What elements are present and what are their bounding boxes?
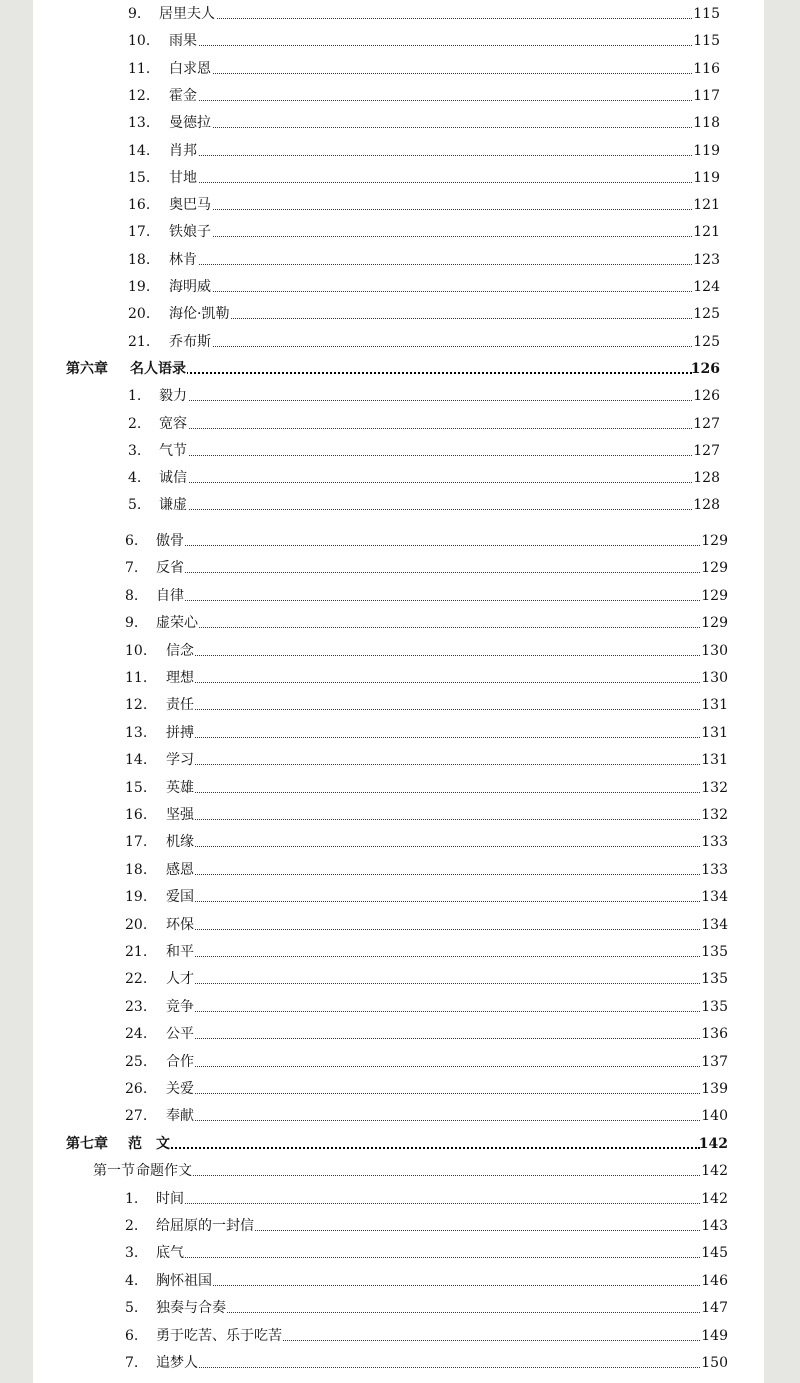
toc-page-number: 131 <box>701 697 728 714</box>
toc-entry-number: 14. <box>128 142 151 159</box>
toc-entry[interactable] <box>33 414 764 434</box>
toc-page-number: 149 <box>701 1327 728 1344</box>
toc-page-number: 129 <box>701 587 728 604</box>
toc-page-number: 124 <box>693 279 720 295</box>
toc-entry-number: 16. <box>125 807 148 823</box>
toc-page-number: 127 <box>693 415 720 432</box>
toc-entry-number: 4. <box>125 1272 139 1289</box>
toc-page-number: 116 <box>693 60 720 77</box>
toc-entry[interactable] <box>33 586 764 606</box>
toc-entry[interactable] <box>33 31 764 51</box>
toc-entry-title: 胸怀祖国 <box>156 1272 212 1289</box>
toc-leader-dots <box>156 1310 700 1313</box>
toc-entry[interactable] <box>33 942 764 962</box>
toc-leader-dots <box>156 1365 700 1368</box>
toc-leader-dots <box>159 398 692 401</box>
toc-leader-dots <box>169 289 692 292</box>
toc-entry[interactable] <box>33 1243 764 1263</box>
toc-entry-number: 第七章 <box>66 1135 108 1152</box>
toc-chapter-entry[interactable] <box>33 359 764 379</box>
toc-entry-number: 15. <box>125 779 148 796</box>
toc-entry[interactable] <box>33 304 764 324</box>
toc-entry[interactable] <box>33 250 764 270</box>
toc-entry-number: 26. <box>125 1081 148 1097</box>
toc-entry-title: 和平 <box>166 944 194 960</box>
toc-leader-dots <box>159 480 692 483</box>
toc-entry[interactable] <box>33 723 764 743</box>
toc-entry-title: 竞争 <box>166 998 194 1015</box>
toc-entry-title: 拼搏 <box>166 724 194 741</box>
toc-page-number: 142 <box>701 1163 728 1180</box>
toc-entry-title: 铁娘子 <box>169 224 211 241</box>
toc-entry[interactable] <box>33 495 764 515</box>
toc-entry-number: 5. <box>125 1300 139 1317</box>
toc-page-number: 142 <box>701 1190 728 1207</box>
toc-entry-number: 13. <box>125 724 148 741</box>
toc-entry[interactable] <box>33 1052 764 1072</box>
toc-entry-title: 霍金 <box>169 87 197 104</box>
toc-page-number: 115 <box>693 6 720 22</box>
toc-entry-title: 信念 <box>166 642 194 659</box>
toc-page-number: 140 <box>701 1108 728 1125</box>
toc-page <box>33 0 764 1383</box>
toc-entry-title: 追梦人 <box>156 1355 198 1371</box>
toc-leader-dots <box>166 735 700 738</box>
toc-leader-dots <box>169 43 692 46</box>
toc-leader-dots <box>166 707 700 710</box>
toc-entry-number: 17. <box>128 224 151 241</box>
toc-leader-dots <box>169 98 692 101</box>
toc-entry-number: 4. <box>128 470 142 487</box>
toc-leader-dots <box>166 981 700 984</box>
toc-entry-title: 肖邦 <box>169 142 197 159</box>
toc-leader-dots <box>166 872 700 875</box>
toc-page-number: 130 <box>701 670 728 686</box>
toc-entry[interactable] <box>33 613 764 633</box>
toc-leader-dots <box>156 598 700 601</box>
toc-entry[interactable] <box>33 695 764 715</box>
toc-entry-title: 底气 <box>156 1245 184 1262</box>
toc-entry-number: 21. <box>128 333 151 350</box>
toc-entry[interactable] <box>33 1271 764 1291</box>
toc-page-number: 117 <box>693 87 720 104</box>
toc-page-number: 121 <box>693 197 720 214</box>
toc-entry[interactable] <box>33 915 764 935</box>
toc-leader-dots <box>166 762 700 765</box>
toc-page-number: 150 <box>701 1355 728 1371</box>
toc-entry-title: 虚荣心 <box>156 615 198 632</box>
toc-page-number: 118 <box>693 115 720 132</box>
toc-page-number: 127 <box>693 442 720 459</box>
toc-leader-dots <box>166 680 700 683</box>
toc-entry[interactable] <box>33 997 764 1017</box>
toc-page-number: 137 <box>701 1053 728 1070</box>
toc-entry[interactable] <box>33 832 764 852</box>
toc-entry[interactable] <box>33 1106 764 1126</box>
toc-entry[interactable] <box>33 860 764 880</box>
toc-page-number: 142 <box>698 1135 728 1152</box>
toc-entry-number: 第一节 <box>93 1163 135 1180</box>
toc-entry-number: 第六章 <box>66 360 108 377</box>
toc-entry-title: 机缘 <box>166 834 194 851</box>
toc-page-number: 123 <box>693 251 720 268</box>
toc-leader-dots <box>166 954 700 957</box>
toc-entry-number: 21. <box>125 944 148 960</box>
toc-leader-dots <box>169 207 692 210</box>
toc-page-number: 133 <box>701 861 728 878</box>
toc-page-number: 134 <box>701 889 728 906</box>
toc-leader-dots <box>166 1118 700 1121</box>
toc-entry[interactable] <box>33 1353 764 1373</box>
toc-entry[interactable] <box>33 668 764 688</box>
toc-page-number: 132 <box>701 807 728 823</box>
toc-leader-dots <box>128 1145 700 1149</box>
toc-page-number: 135 <box>701 971 728 988</box>
toc-entry[interactable] <box>33 558 764 578</box>
toc-page-number: 135 <box>701 998 728 1015</box>
toc-entry[interactable] <box>33 222 764 242</box>
toc-entry-number: 18. <box>125 861 148 878</box>
toc-page-number: 129 <box>701 615 728 632</box>
toc-entry-number: 2. <box>128 415 142 432</box>
toc-page-number: 139 <box>701 1081 728 1097</box>
toc-entry[interactable] <box>33 1298 764 1318</box>
toc-entry-title: 环保 <box>166 916 194 933</box>
toc-entry[interactable] <box>33 641 764 661</box>
toc-entry-number: 10. <box>125 642 148 659</box>
toc-entry-number: 12. <box>128 87 151 104</box>
toc-entry-number: 17. <box>125 834 148 851</box>
toc-entry[interactable] <box>33 332 764 352</box>
toc-leader-dots <box>156 1283 700 1286</box>
toc-entry-title: 关爱 <box>166 1081 194 1097</box>
toc-leader-dots <box>169 180 692 183</box>
toc-entry-number: 27. <box>125 1108 148 1125</box>
toc-entry-number: 8. <box>125 587 139 604</box>
toc-page-number: 119 <box>693 169 720 186</box>
toc-page-number: 126 <box>693 388 720 405</box>
toc-page-number: 119 <box>693 142 720 159</box>
toc-entry[interactable] <box>33 113 764 133</box>
toc-entry-number: 12. <box>125 697 148 714</box>
toc-entry-number: 2. <box>125 1218 139 1234</box>
toc-entry-title: 奥巴马 <box>169 197 211 214</box>
toc-page-number: 128 <box>693 470 720 487</box>
toc-entry-number: 10. <box>128 33 151 50</box>
toc-entry[interactable] <box>33 4 764 24</box>
toc-entry-title: 诚信 <box>159 470 187 487</box>
toc-entry-title: 责任 <box>166 697 194 714</box>
toc-page-number: 129 <box>701 560 728 577</box>
toc-entry[interactable] <box>33 141 764 161</box>
toc-leader-dots <box>159 453 692 456</box>
toc-page-number: 131 <box>701 752 728 769</box>
toc-entry-number: 7. <box>125 1355 139 1371</box>
toc-page-number: 133 <box>701 834 728 851</box>
toc-page-number: 132 <box>701 779 728 796</box>
toc-entry-title: 海明威 <box>169 279 211 295</box>
toc-entry[interactable] <box>33 386 764 406</box>
toc-entry-number: 9. <box>125 615 139 632</box>
toc-page-number: 134 <box>701 916 728 933</box>
toc-leader-dots <box>169 71 692 74</box>
toc-entry-title: 时间 <box>156 1190 184 1207</box>
toc-page-number: 143 <box>701 1218 728 1234</box>
toc-entry-number: 3. <box>128 442 142 459</box>
toc-entry-number: 16. <box>128 197 151 214</box>
toc-entry-title: 宽容 <box>159 415 187 432</box>
toc-page-number: 130 <box>701 642 728 659</box>
toc-entry[interactable] <box>33 1189 764 1209</box>
toc-entry[interactable] <box>33 168 764 188</box>
toc-entry[interactable] <box>33 195 764 215</box>
toc-leader-dots <box>169 262 692 265</box>
toc-sheet-upper <box>33 0 764 518</box>
toc-entry[interactable] <box>33 1216 764 1236</box>
toc-chapter-entry[interactable] <box>33 1134 764 1154</box>
toc-entry-number: 25. <box>125 1053 148 1070</box>
toc-entry-number: 19. <box>128 279 151 295</box>
toc-leader-dots <box>166 1091 700 1094</box>
toc-leader-dots <box>166 1009 700 1012</box>
toc-entry-title: 雨果 <box>169 33 197 50</box>
toc-page-number: 147 <box>701 1300 728 1317</box>
toc-section-entry[interactable] <box>33 1161 764 1181</box>
toc-entry[interactable] <box>33 86 764 106</box>
toc-entry-number: 11. <box>125 670 148 686</box>
toc-leader-dots <box>166 927 700 930</box>
toc-entry[interactable] <box>33 531 764 551</box>
toc-leader-dots <box>166 790 700 793</box>
toc-page-number: 129 <box>701 533 728 549</box>
toc-leader-dots <box>130 370 692 374</box>
toc-entry-title: 毅力 <box>159 388 187 405</box>
toc-leader-dots <box>169 125 692 128</box>
toc-page-number: 115 <box>693 33 720 50</box>
toc-entry-number: 1. <box>125 1190 139 1207</box>
toc-entry[interactable] <box>33 1079 764 1099</box>
toc-entry[interactable] <box>33 1326 764 1346</box>
toc-leader-dots <box>166 1064 700 1067</box>
toc-entry[interactable] <box>33 277 764 297</box>
toc-leader-dots <box>159 426 692 429</box>
toc-entry-title: 林肯 <box>169 251 197 268</box>
toc-entry-title: 奉献 <box>166 1108 194 1125</box>
toc-leader-dots <box>156 570 700 573</box>
toc-entry-number: 18. <box>128 251 151 268</box>
toc-entry[interactable] <box>33 805 764 825</box>
toc-page-number: 145 <box>701 1245 728 1262</box>
toc-entry[interactable] <box>33 887 764 907</box>
toc-entry-title: 甘地 <box>169 169 197 186</box>
toc-entry-title: 英雄 <box>166 779 194 796</box>
toc-entry-number: 20. <box>128 306 151 323</box>
toc-entry-title: 人才 <box>166 971 194 988</box>
toc-page-number: 131 <box>701 724 728 741</box>
toc-entry-title: 反省 <box>156 560 184 577</box>
toc-entry-number: 24. <box>125 1026 148 1043</box>
toc-entry-title: 合作 <box>166 1053 194 1070</box>
toc-entry-number: 11. <box>128 60 151 77</box>
toc-entry-number: 19. <box>125 889 148 906</box>
toc-entry[interactable] <box>33 969 764 989</box>
toc-leader-dots <box>156 1255 700 1258</box>
toc-entry-title: 给屈原的一封信 <box>156 1218 254 1234</box>
toc-entry-title: 独奏与合奏 <box>156 1300 226 1317</box>
toc-entry-title: 名人语录 <box>130 360 186 377</box>
toc-entry-title: 范 文 <box>128 1135 170 1152</box>
toc-sheet-lower <box>33 518 764 1383</box>
toc-page-number: 136 <box>701 1026 728 1043</box>
toc-entry-number: 15. <box>128 169 151 186</box>
toc-leader-dots <box>166 817 700 820</box>
toc-page-number: 121 <box>693 224 720 241</box>
toc-entry-number: 23. <box>125 998 148 1015</box>
toc-entry-title: 曼德拉 <box>169 115 211 132</box>
toc-page-number: 125 <box>693 333 720 350</box>
toc-leader-dots <box>166 1036 700 1039</box>
toc-entry[interactable] <box>33 778 764 798</box>
toc-leader-dots <box>169 344 692 347</box>
toc-leader-dots <box>159 507 692 510</box>
toc-leader-dots <box>169 153 692 156</box>
toc-leader-dots <box>156 1201 700 1204</box>
toc-entry-title: 命题作文 <box>136 1163 192 1180</box>
toc-leader-dots <box>166 899 700 902</box>
toc-entry-number: 20. <box>125 916 148 933</box>
toc-entry-title: 理想 <box>166 670 194 686</box>
toc-entry-title: 自律 <box>156 587 184 604</box>
toc-entry-title: 白求恩 <box>169 60 211 77</box>
toc-entry-title: 傲骨 <box>156 533 184 549</box>
toc-leader-dots <box>136 1173 700 1176</box>
toc-entry-title: 谦虚 <box>159 497 187 514</box>
toc-leader-dots <box>159 16 692 19</box>
toc-entry[interactable] <box>33 59 764 79</box>
toc-page-number: 135 <box>701 944 728 960</box>
toc-entry[interactable] <box>33 1024 764 1044</box>
toc-page-number: 125 <box>693 306 720 323</box>
toc-entry-title: 坚强 <box>166 807 194 823</box>
toc-entry[interactable] <box>33 750 764 770</box>
toc-entry-number: 9. <box>128 6 142 22</box>
toc-leader-dots <box>156 625 700 628</box>
toc-page-number: 126 <box>690 360 720 377</box>
toc-entry-number: 5. <box>128 497 142 514</box>
toc-entry-number: 3. <box>125 1245 139 1262</box>
toc-entry-title: 公平 <box>166 1026 194 1043</box>
toc-entry-title: 感恩 <box>166 861 194 878</box>
toc-leader-dots <box>166 844 700 847</box>
toc-leader-dots <box>169 234 692 237</box>
toc-entry-title: 勇于吃苦、乐于吃苦 <box>156 1327 282 1344</box>
toc-entry-number: 6. <box>125 1327 139 1344</box>
toc-entry-number: 7. <box>125 560 139 577</box>
toc-entry[interactable] <box>33 441 764 461</box>
toc-leader-dots <box>169 316 692 319</box>
toc-leader-dots <box>156 543 700 546</box>
toc-entry-title: 海伦·凯勒 <box>169 306 230 323</box>
toc-entry-title: 学习 <box>166 752 194 769</box>
toc-entry-number: 13. <box>128 115 151 132</box>
toc-entry-number: 22. <box>125 971 148 988</box>
toc-page-number: 146 <box>701 1272 728 1289</box>
toc-entry-title: 气节 <box>159 442 187 459</box>
toc-entry-title: 爱国 <box>166 889 194 906</box>
toc-page-number: 128 <box>693 497 720 514</box>
toc-entry-number: 1. <box>128 388 142 405</box>
toc-entry-number: 14. <box>125 752 148 769</box>
toc-leader-dots <box>166 653 700 656</box>
toc-entry-title: 乔布斯 <box>169 333 211 350</box>
toc-entry-title: 居里夫人 <box>159 6 215 22</box>
toc-entry[interactable] <box>33 468 764 488</box>
toc-entry-number: 6. <box>125 533 139 549</box>
